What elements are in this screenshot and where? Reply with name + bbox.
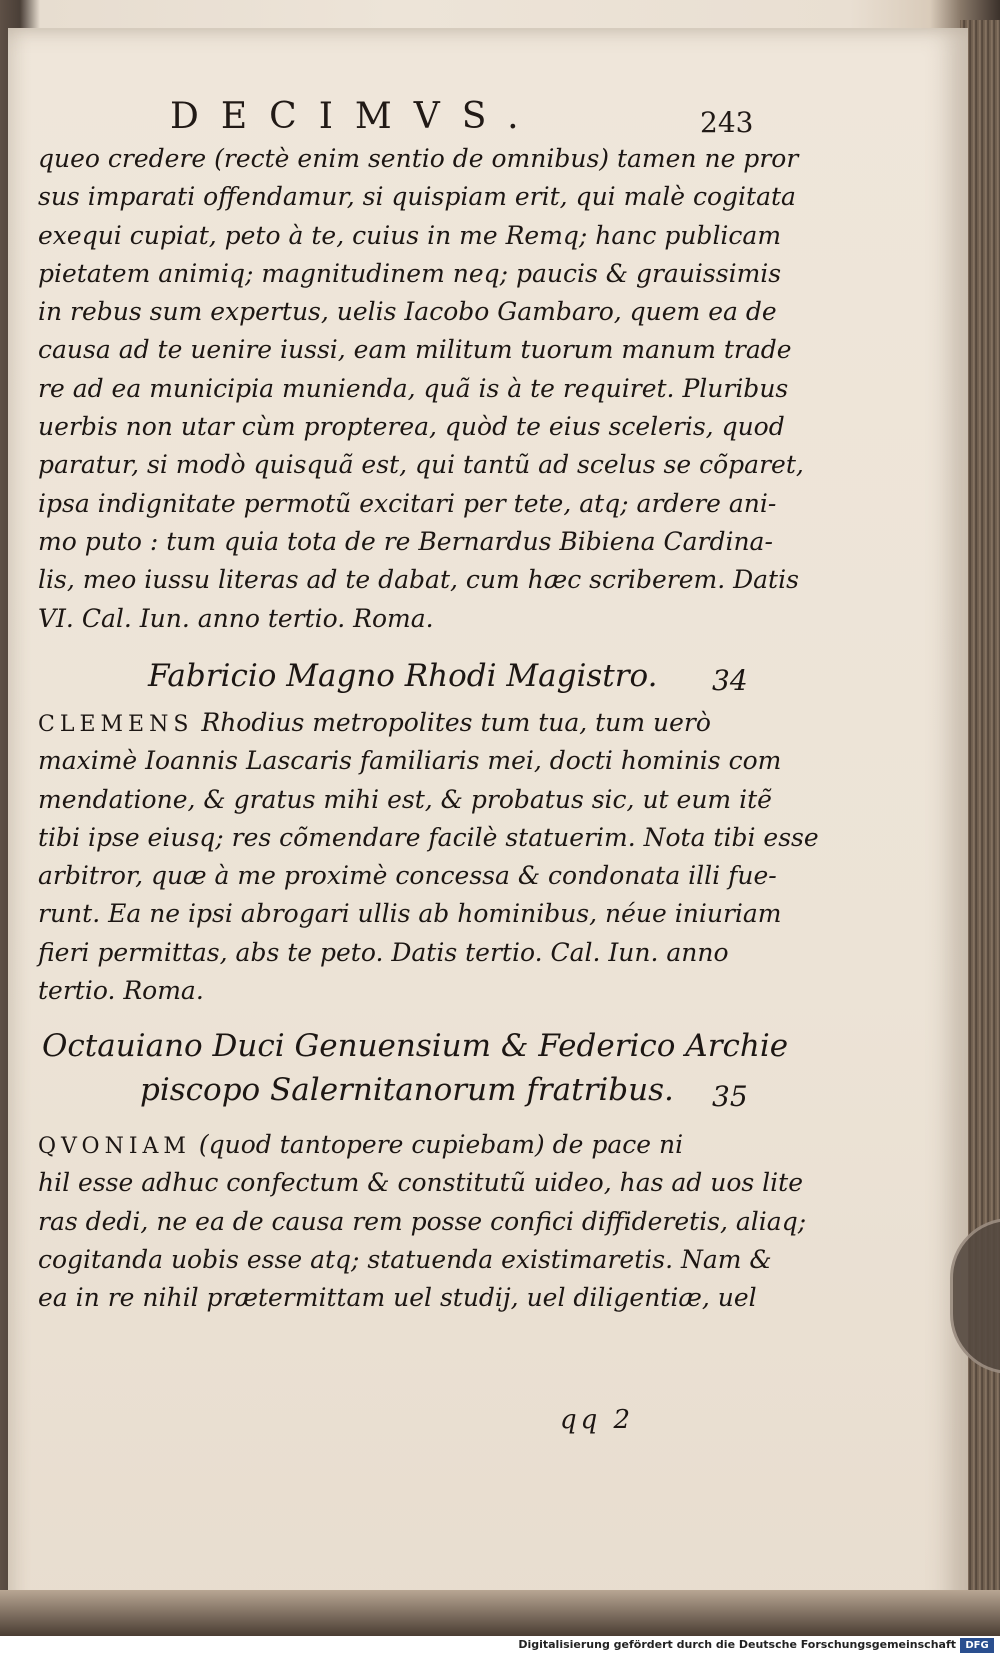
page-bottom-shadow: [0, 1590, 1000, 1636]
text-line: [38, 704, 758, 742]
text-line: sus imparati offendamur, si quispiam erit, qui malè cogitata: [38, 182, 796, 212]
text-line: uerbis non utar cùm propterea, quòd te eius sceleris, quod: [38, 412, 785, 442]
page-number: 243: [700, 106, 754, 139]
letter-34-title: Fabricio Magno Rhodi Magistro.: [148, 658, 658, 694]
text-line: mendatione, & gratus mihi est, & probatus sic, ut eum itẽ: [38, 784, 772, 814]
text-line: tibi ipse eiusq; res cõmendare facilè statuerim. Nota tibi esse: [38, 822, 819, 852]
letter-35-body: [38, 1126, 807, 1317]
text-line: arbitror, quæ à me proximè concessa & condonata illi fue-: [38, 861, 777, 891]
text-line: runt. Ea ne ipsi abrogari ullis ab hominibus, néue iniuriam: [38, 899, 782, 929]
text-line: ipsa indignitate permotũ excitari per tete, atq; ardere ani-: [38, 488, 777, 518]
letter-34-number: 34: [712, 664, 748, 697]
opening-word: CLEMENS: [38, 712, 194, 737]
text-line: fieri permittas, abs te peto. Datis tertio. Cal. Iun. anno: [38, 937, 729, 967]
letter-35-number: 35: [712, 1080, 748, 1113]
letter-34-body: [38, 704, 819, 1010]
text-line: VI. Cal. Iun. anno tertio. Roma.: [38, 603, 434, 633]
letter-35-title-line1: Octauiano Duci Genuensium & Federico Archie: [42, 1028, 789, 1064]
footer-credit: Digitalisierung gefördert durch die Deutsche Forschungsgemeinschaft: [518, 1638, 956, 1651]
text-line: lis, meo iussu literas ad te dabat, cum hæc scriberem. Datis: [38, 565, 799, 595]
text-line: exequi cupiat, peto à te, cuius in me Remq; hanc publicam: [38, 220, 782, 250]
text-line: hil esse adhuc confectum & constitutũ uideo, has ad uos lite: [38, 1168, 804, 1198]
text-fragment: (quod tantopere cupiebam) de pace ni: [198, 1130, 684, 1159]
text-line: cogitanda uobis esse atq; statuenda existimaretis. Nam &: [38, 1244, 772, 1274]
text-line: maximè Ioannis Lascaris familiaris mei, docti hominis com: [38, 746, 782, 776]
text-block-top: [38, 140, 804, 638]
text-line: ea in re nihil prætermittam uel studij, uel diligentiæ, uel: [38, 1283, 757, 1313]
text-line: [38, 1126, 758, 1164]
text-line: pietatem animiq; magnitudinem neq; paucis & grauissimis: [38, 258, 782, 288]
letter-35-title-line2: piscopo Salernitanorum fratribus.: [140, 1072, 674, 1108]
text-line: queo credere (rectè enim sentio de omnibus) tamen ne pror: [38, 144, 799, 173]
opening-word: QVONIAM: [38, 1134, 191, 1159]
text-line: tertio. Roma.: [38, 976, 204, 1006]
text-line: mo puto : tum quia tota de re Bernardus Bibiena Cardina-: [38, 526, 773, 556]
running-title: DECIMVS.: [170, 96, 541, 137]
text-line: causa ad te uenire iussi, eam militum tuorum manum trade: [38, 335, 792, 365]
signature-mark: qq 2: [560, 1405, 635, 1435]
text-line: paratur, si modò quisquã est, qui tantũ ad scelus se cõparet,: [38, 450, 804, 480]
dfg-logo: DFG: [960, 1638, 994, 1653]
text-line: ras dedi, ne ea de causa rem posse confici diffideretis, aliaq;: [38, 1206, 807, 1236]
text-fragment: Rhodius metropolites tum tua, tum uerò: [201, 708, 711, 737]
text-line: in rebus sum expertus, uelis Iacobo Gambaro, quem ea de: [38, 297, 777, 327]
text-line: re ad ea municipia munienda, quã is à te requiret. Pluribus: [38, 373, 789, 403]
